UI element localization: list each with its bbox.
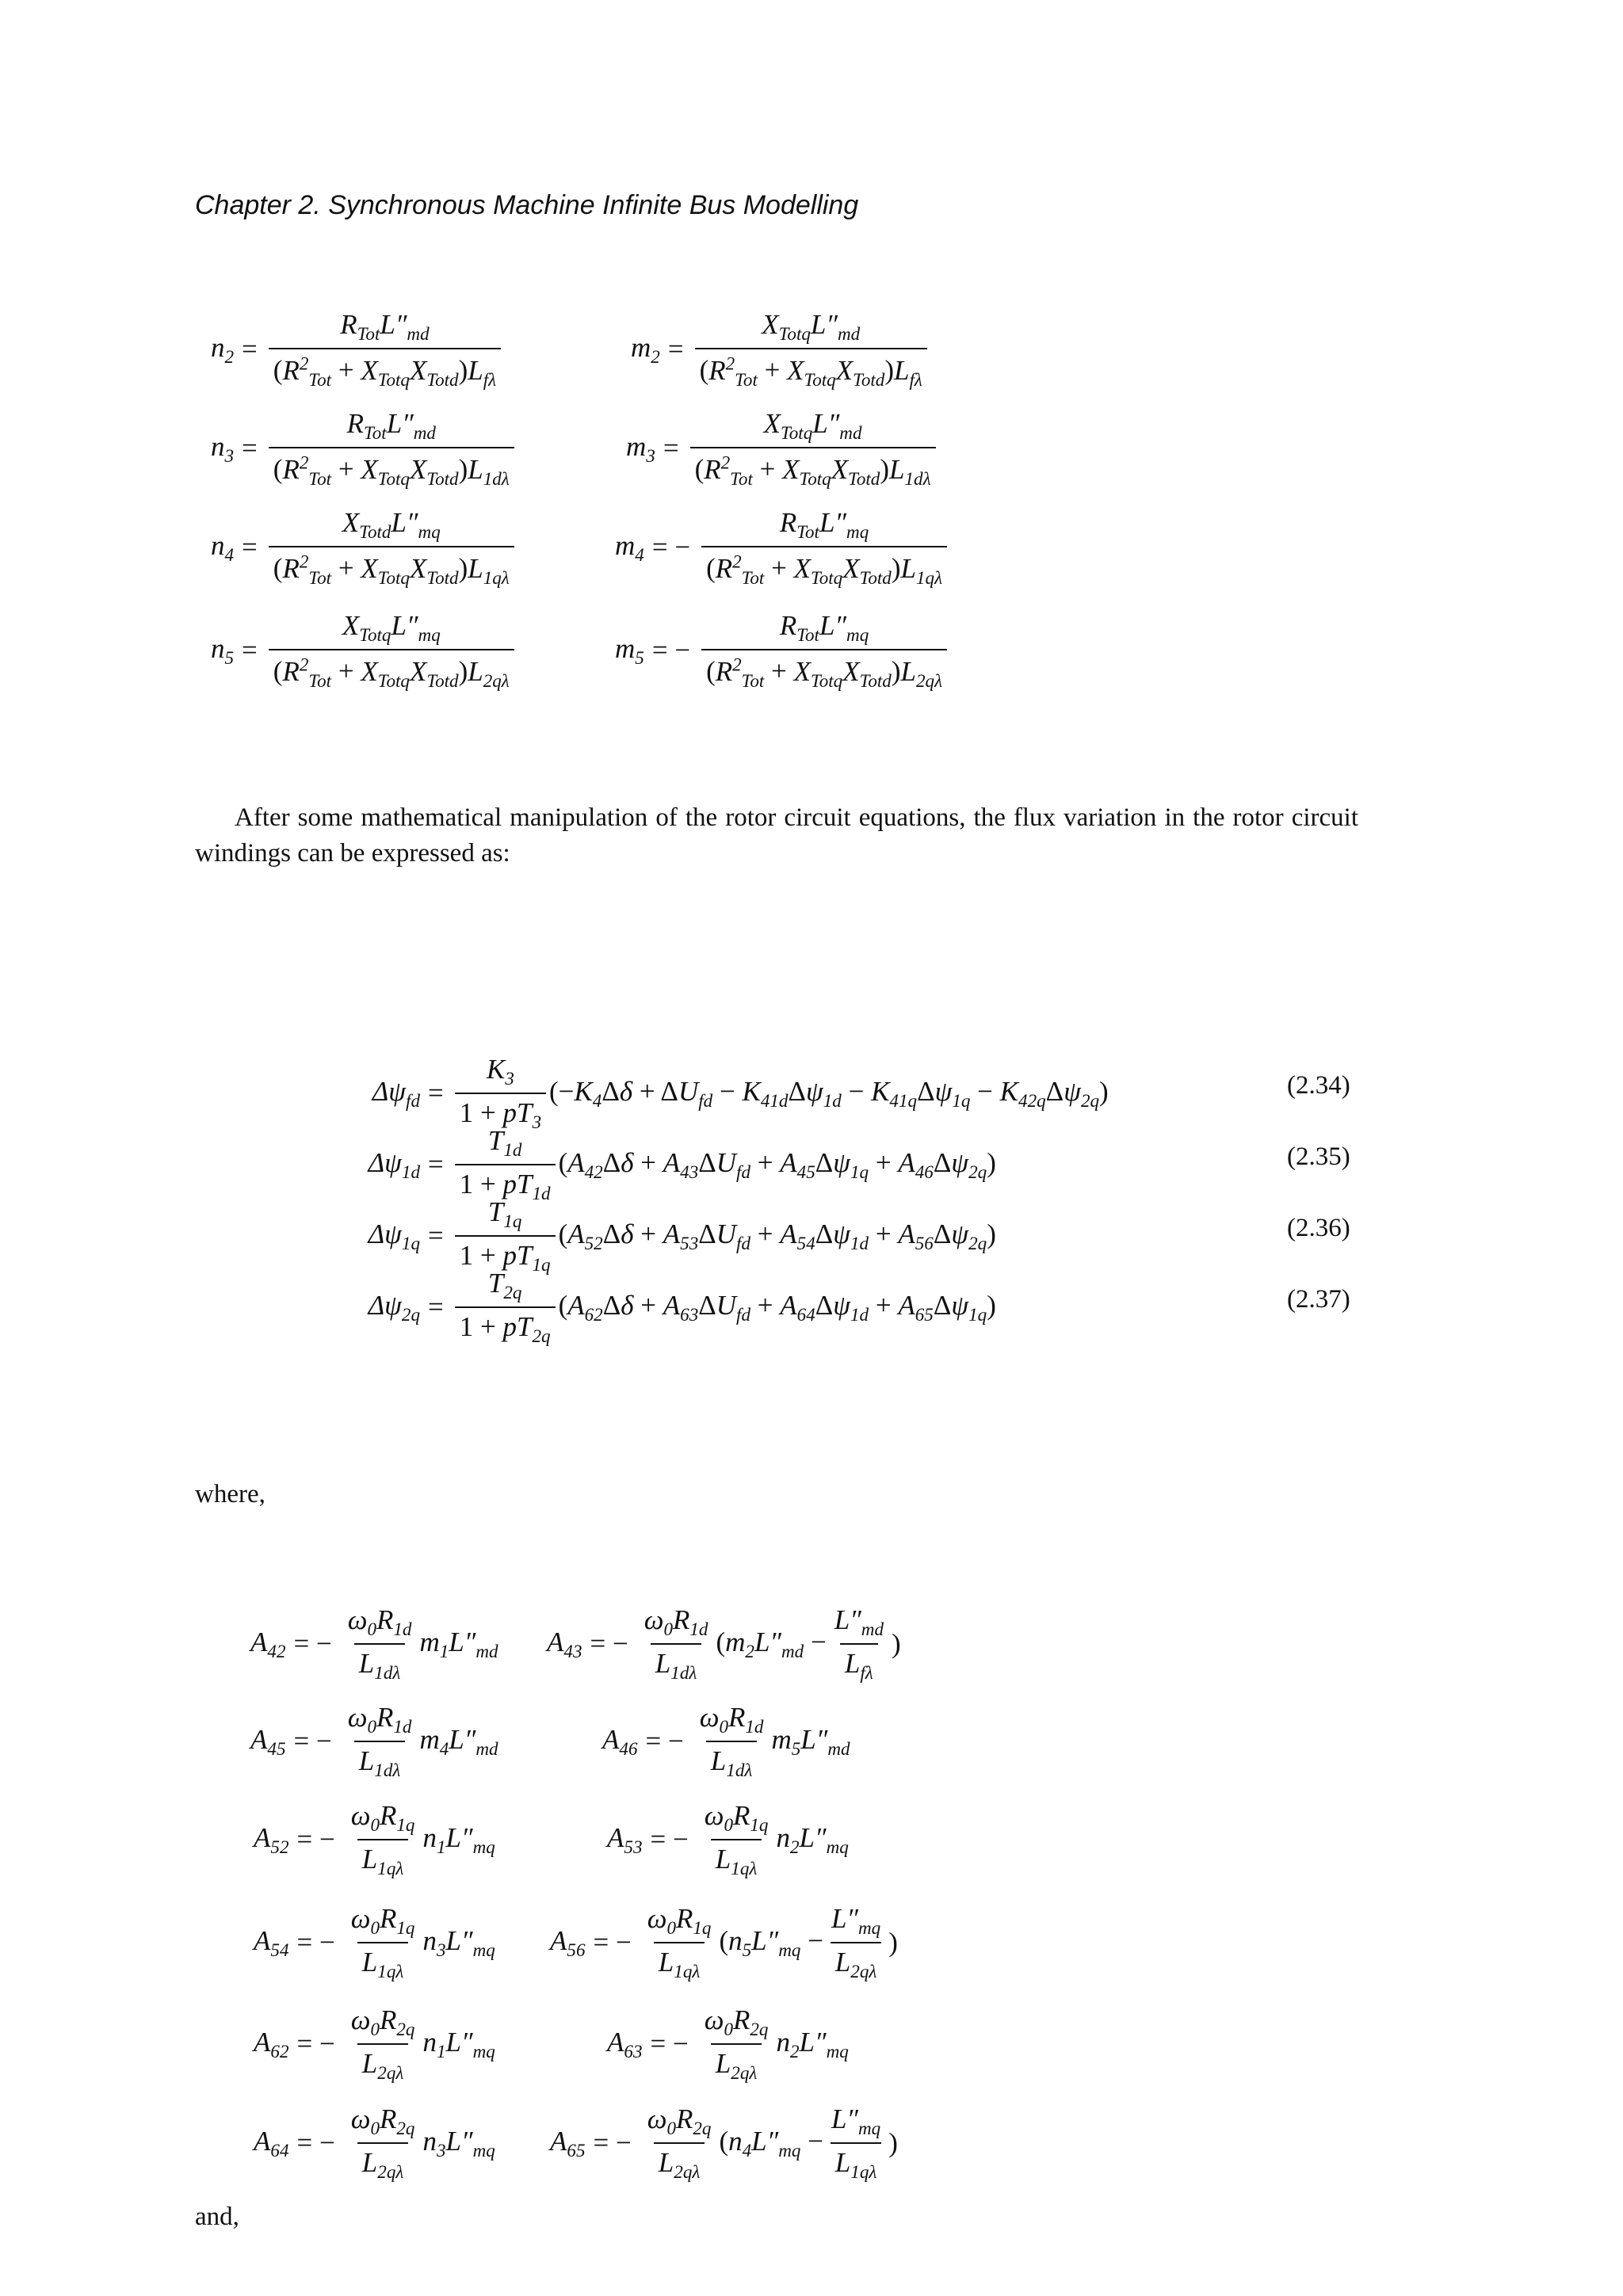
equation-m5: $m_5$ = − $\frac{R_{Tot}L''_{mq}}{(R^2_{Tot} + X_{Totq}X_{Totd})L_{2q\lambda}}$ [615, 610, 950, 692]
equation-A46: $A_{46}$ = − $\frac{\omega_0R_{1d}}{L_{1d\lambda}}$ $m_5L''_{md}$ [602, 1702, 850, 1780]
and-text: and, [195, 2203, 239, 2231]
equation-A45: $A_{45}$ = − $\frac{\omega_0R_{1d}}{L_{1d\lambda}}$ $m_4L''_{md}$ [250, 1702, 498, 1780]
equation-2-35: $\Delta\psi_{1d}$ = $\frac{T_{1d}}{1 + pT_{1d}}$ $(A_{42}\Delta\delta + A_{43}\Delta U_{fd} + A_{45}\Delta\psi_{1q} + A_{46}\Delta\psi_{2q})$ [368, 1125, 996, 1203]
body-paragraph: After some mathematical manipulation of the rotor circuit equations, the flux variation in the rotor circuit windings can be expressed as: [195, 803, 1358, 868]
equation-A63: $A_{63}$ = − $\frac{\omega_0R_{2q}}{L_{2q\lambda}}$ $n_2L''_{mq}$ [607, 2004, 849, 2083]
equation-2-37: $\Delta\psi_{2q}$ = $\frac{T_{2q}}{1 + pT_{2q}}$ $(A_{62}\Delta\delta + A_{63}\Delta U_{fd} + A_{64}\Delta\psi_{1d} + A_{65}\Delta\psi_{1q})$ [368, 1268, 996, 1346]
equation-A42: $A_{42}$ = − $\frac{\omega_0R_{1d}}{L_{1d\lambda}}$ $m_1L''_{md}$ [250, 1604, 498, 1683]
equation-number-2-34: (2.34) [1287, 1071, 1350, 1100]
equation-n5: $n_5$ = $\frac{X_{Totq}L''_{mq}}{(R^2_{Tot} + X_{Totq}X_{Totd})L_{2q\lambda}}$ [211, 610, 517, 692]
running-header: Chapter 2. Synchronous Machine Infinite Bus Modelling [195, 190, 859, 220]
equation-m4: $m_4$ = − $\frac{R_{Tot}L''_{mq}}{(R^2_{Tot} + X_{Totq}X_{Totd})L_{1q\lambda}}$ [615, 507, 950, 589]
equation-number-2-35: (2.35) [1287, 1142, 1350, 1171]
equation-m2: $m_2$ = $\frac{X_{Totq}L''_{md}}{(R^2_{Tot} + X_{Totq}X_{Totd})L_{f\lambda}}$ [631, 309, 930, 391]
equation-m3: $m_3$ = $\frac{X_{Totq}L''_{md}}{(R^2_{Tot} + X_{Totq}X_{Totd})L_{1d\lambda}}$ [626, 408, 939, 490]
equation-A64: $A_{64}$ = − $\frac{\omega_0R_{2q}}{L_{2q\lambda}}$ $n_3L''_{mq}$ [254, 2103, 495, 2182]
equation-A53: $A_{53}$ = − $\frac{\omega_0R_{1q}}{L_{1q\lambda}}$ $n_2L''_{mq}$ [607, 1800, 849, 1878]
equation-n4: $n_4$ = $\frac{X_{Totd}L''_{mq}}{(R^2_{Tot} + X_{Totq}X_{Totd})L_{1q\lambda}}$ [211, 507, 517, 589]
equation-A65: $A_{65}$ = − $\frac{\omega_0R_{2q}}{L_{2q\lambda}}$ ($n_4L''_{mq}$ − $\frac{L''_{mq}}{L_{1q\lambda}}$ ) [550, 2103, 898, 2182]
equation-A56: $A_{56}$ = − $\frac{\omega_0R_{1q}}{L_{1q\lambda}}$ ($n_5L''_{mq}$ − $\frac{L''_{mq}}{L_{2q\lambda}}$ ) [550, 1903, 898, 1981]
equation-2-34: $\Delta\psi_{fd}$ = $\frac{K_3}{1 + pT_3}$ $(-K_4\Delta\delta + \Delta U_{fd} - K_{41d}\Delta\psi_{1d} - K_{41q}\Delta\psi_{1q} - K_{42q}\Delta\psi_{2q})$ [372, 1054, 1109, 1132]
equation-n2: $n_2$ = $\frac{R_{Tot}L''_{md}}{(R^2_{Tot} + X_{Totq}X_{Totd})L_{f\lambda}}$ [211, 309, 504, 391]
equation-number-2-36: (2.36) [1287, 1214, 1350, 1242]
equation-2-36: $\Delta\psi_{1q}$ = $\frac{T_{1q}}{1 + pT_{1q}}$ $(A_{52}\Delta\delta + A_{53}\Delta U_{fd} + A_{54}\Delta\psi_{1d} + A_{56}\Delta\psi_{2q})$ [368, 1196, 996, 1275]
equation-A52: $A_{52}$ = − $\frac{\omega_0R_{1q}}{L_{1q\lambda}}$ $n_1L''_{mq}$ [254, 1800, 495, 1878]
where-text: where, [195, 1480, 265, 1508]
equation-n3: $n_3$ = $\frac{R_{Tot}L''_{md}}{(R^2_{Tot} + X_{Totq}X_{Totd})L_{1d\lambda}}$ [211, 408, 517, 490]
equation-A43: $A_{43}$ = − $\frac{\omega_0R_{1d}}{L_{1d\lambda}}$ ($m_2L''_{md}$ − $\frac{L''_{md}}{L_{f\lambda}}$ ) [547, 1604, 901, 1683]
equation-A62: $A_{62}$ = − $\frac{\omega_0R_{2q}}{L_{2q\lambda}}$ $n_1L''_{mq}$ [254, 2004, 495, 2083]
equation-number-2-37: (2.37) [1287, 1285, 1350, 1314]
equation-A54: $A_{54}$ = − $\frac{\omega_0R_{1q}}{L_{1q\lambda}}$ $n_3L''_{mq}$ [254, 1903, 495, 1981]
